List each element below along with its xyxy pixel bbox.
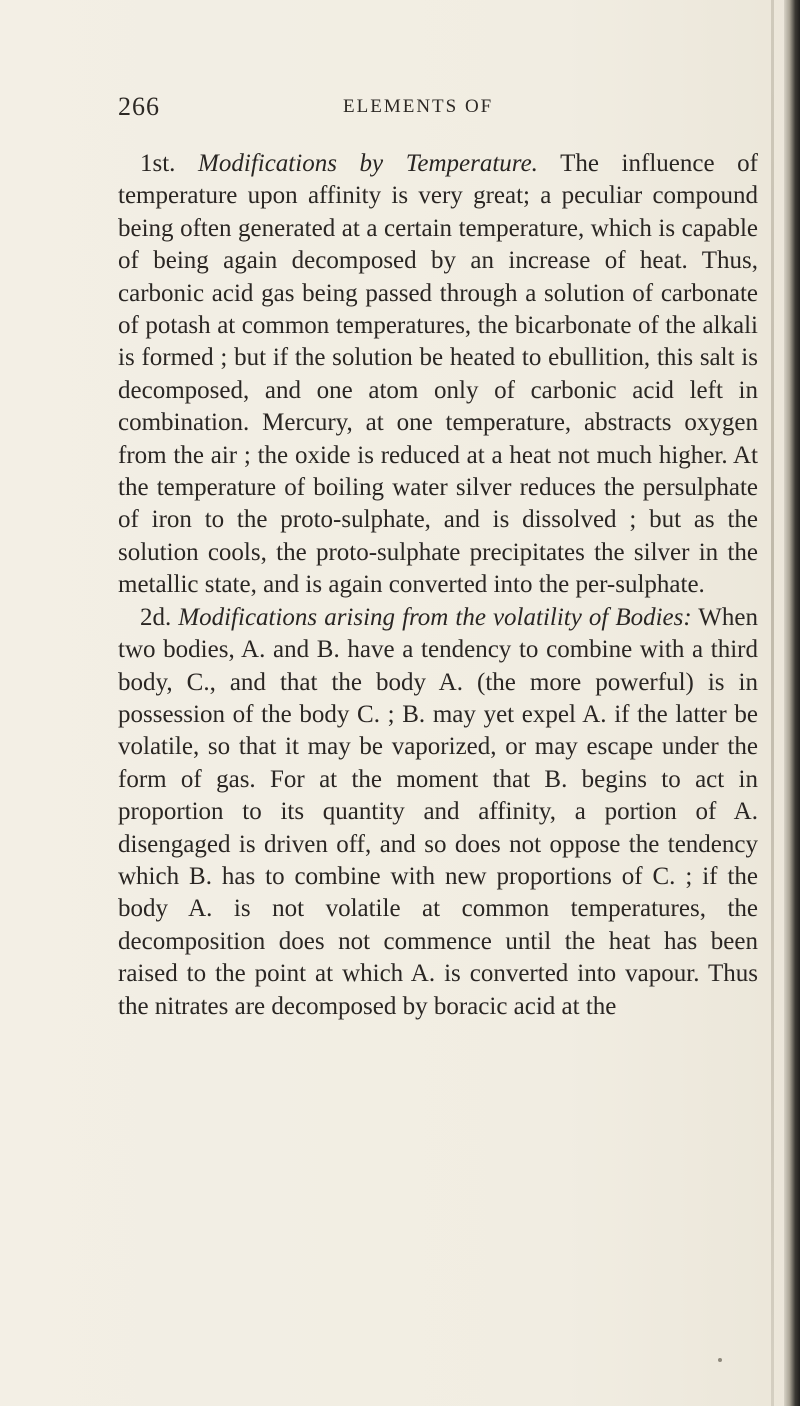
paragraph-heading: Modifications arising from the volatility of Bodies: xyxy=(178,603,692,631)
paragraph-body: When two bodies, A. and B. have a tendency to combine with a third body, C., and that the body A. (the more powerful) is in possession of the body C. ; B. may yet expel A. if the latter be volatile, so that it may be vaporized, or may escape under the form of gas. For at the moment that B. begins to act in proportion to its quantity and affinity, a portion of A. disengaged is driven off, and so does not oppose the tendency which B. has to combine with new proportions of C. ; if the body A. is not volatile at common temperatures, the decomposition does not commence until the heat has been raised to the point at which A. is converted into vapour. Thus the nitrates are decomposed by boracic acid at the xyxy=(118,603,758,1020)
running-head: ELEMENTS OF xyxy=(343,96,494,117)
page-header xyxy=(118,92,758,132)
body-text xyxy=(118,148,758,1023)
paragraph-number: 2d. xyxy=(140,603,172,631)
paragraph-number: 1st. xyxy=(140,150,176,177)
paragraph-heading: Modifications by Temperature. xyxy=(198,150,538,177)
binding-edge xyxy=(784,0,800,1406)
ink-speck xyxy=(718,1358,722,1362)
paragraph-body: The influence of temperature upon affinity is very great; a peculiar compound being often generated at a certain temperature, which is capable of being again decomposed by an increase of heat. Thus, carbonic acid gas being passed through a solution of carbonate of potash at common temperatures, the bicarbonate of the alkali is formed ; but if the solution be heated to ebullition, this salt is decomposed, and one atom only of carbonic acid left in combination. Mercury, at one temperature, abstracts oxygen from the air ; the oxide is reduced at a heat not much higher. At the temperature of boiling water silver reduces the persulphate of iron to the proto-sulphate, and is dissolved ; but as the solution cools, the proto-sulphate precipitates the silver in the metallic state, and is again converted into the per-sulphate. xyxy=(118,150,758,599)
page-gutter-line xyxy=(771,0,774,1406)
paragraph-volatility xyxy=(118,602,758,1023)
paragraph-temperature xyxy=(118,148,758,602)
page-number: 266 xyxy=(118,92,160,121)
